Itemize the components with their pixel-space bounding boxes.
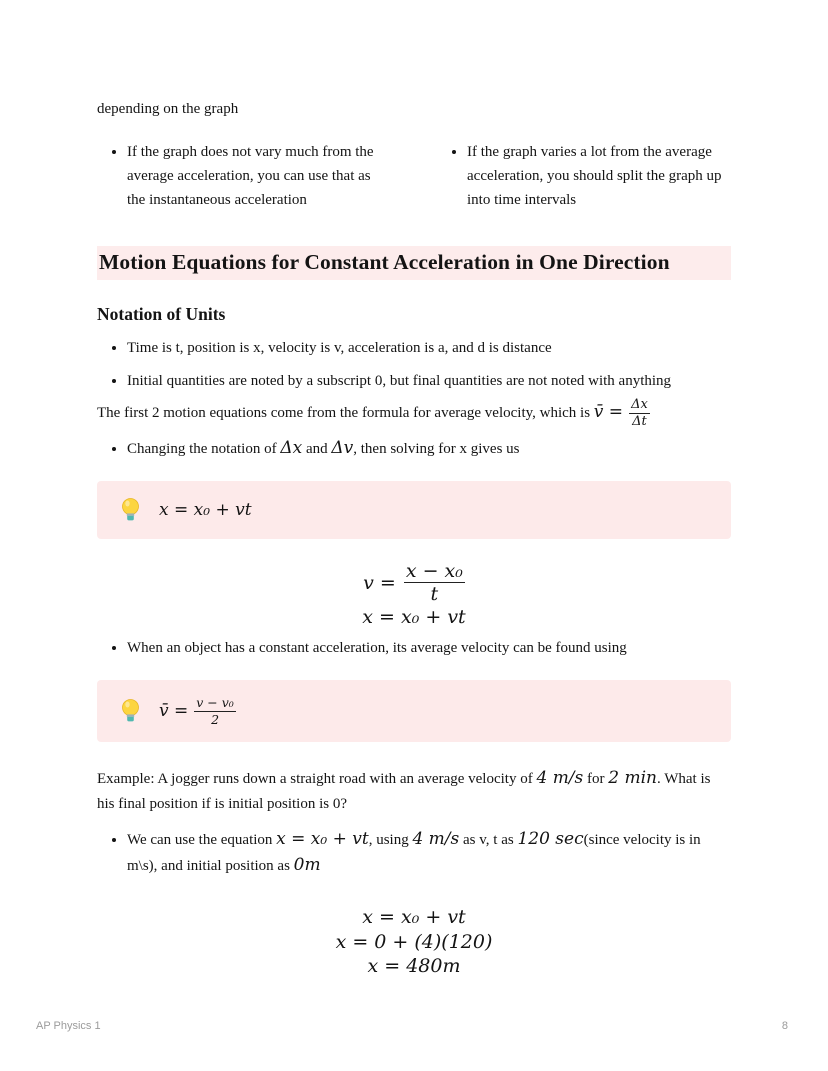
inline-math: 4 m/s [412,829,460,850]
inline-math: 120 sec [517,829,584,850]
page-number: 8 [781,1020,788,1032]
paragraph-text: for [583,771,609,788]
display-equations [97,561,731,630]
notation-bullet-list [97,336,731,393]
equation-line: x = 0 + (4)(120) [335,930,493,953]
solution-equations [97,905,731,979]
equation-line: x = x₀ + vt [362,606,466,629]
paragraph-text: The first 2 motion equations come from the formula for average velocity, which is [97,405,594,422]
lightbulb-icon [119,497,142,523]
equation-line: x = 480m [367,955,461,978]
equation-lhs: v = [363,571,396,594]
vbar-equation: v̄ = [593,402,624,423]
footer-title: AP Physics 1 [36,1020,101,1032]
list-item: • Time is t, position is x, velocity is v, acceleration is a, and d is distance [127,336,731,360]
inline-math: 0m [293,855,321,876]
tip-callout [97,481,731,539]
page-footer [36,1020,788,1032]
fraction-numerator: x − x₀ [405,559,463,582]
list-item [127,436,731,461]
two-column-list [97,140,731,212]
example-paragraph [97,766,731,817]
paragraph-text: . What is his final position if is initial position is 0? [97,771,711,813]
equation-fraction [404,561,465,606]
equation-line: x = x₀ + vt [362,906,466,929]
solution-list [97,827,731,879]
fraction-numerator: v − v₀ [196,694,234,710]
inline-math: x = x₀ + vt [276,829,369,850]
list-item: • If the graph varies a lot from the average acceleration, you should split the graph up into time intervals [467,140,731,212]
changing-notation-list [97,436,731,461]
section-heading: Motion Equations for Constant Acceleration in One Direction [97,246,731,280]
list-item [127,827,731,879]
inline-math: 4 m/s [536,768,584,789]
equation-lhs: v̄ = [159,700,189,721]
bullet-text: and [302,440,332,457]
equation-line [97,561,731,606]
fraction-denominator: t [430,583,439,606]
inline-math: Δx [280,437,303,458]
bullet-text: as v, t as [459,832,518,849]
list-item: • If the graph does not vary much from the average acceleration, you can use that as the instantaneous acceleration [127,140,391,212]
intro-text: depending on the graph [97,101,239,117]
bullet-text: , using [368,832,413,849]
right-column-list [437,140,731,212]
bullet-text: , then solving for x gives us [353,440,520,457]
bullet-text: We can use the equation [127,832,277,849]
fraction-numerator: Δx [629,398,650,414]
callout-equation: x = x₀ + vt [159,499,252,520]
average-velocity-paragraph [97,398,731,430]
left-column-list [97,140,391,212]
page-content [97,0,731,979]
paragraph-text: Example: A jogger runs down a straight road with an average velocity of [97,771,537,788]
bullet-text: (since velocity is in m\s), and initial position as [127,832,701,875]
subsection-heading: Notation of Units [97,304,226,324]
fraction-denominator: 2 [211,711,220,727]
lightbulb-icon [119,698,142,724]
list-item: • When an object has a constant acceleration, its average velocity can be found using [127,636,731,660]
inline-math: 2 min [608,768,657,789]
bullet-text: Changing the notation of [127,440,281,457]
delta-fraction [629,398,650,430]
callout-equation [159,696,236,727]
inline-math: Δv [331,437,354,458]
tip-callout [97,680,731,743]
when-object-list [97,636,731,660]
equation-fraction [194,696,236,727]
fraction-denominator: Δt [632,414,647,430]
list-item: • Initial quantities are noted by a subscript 0, but final quantities are not noted with anything [127,369,731,393]
